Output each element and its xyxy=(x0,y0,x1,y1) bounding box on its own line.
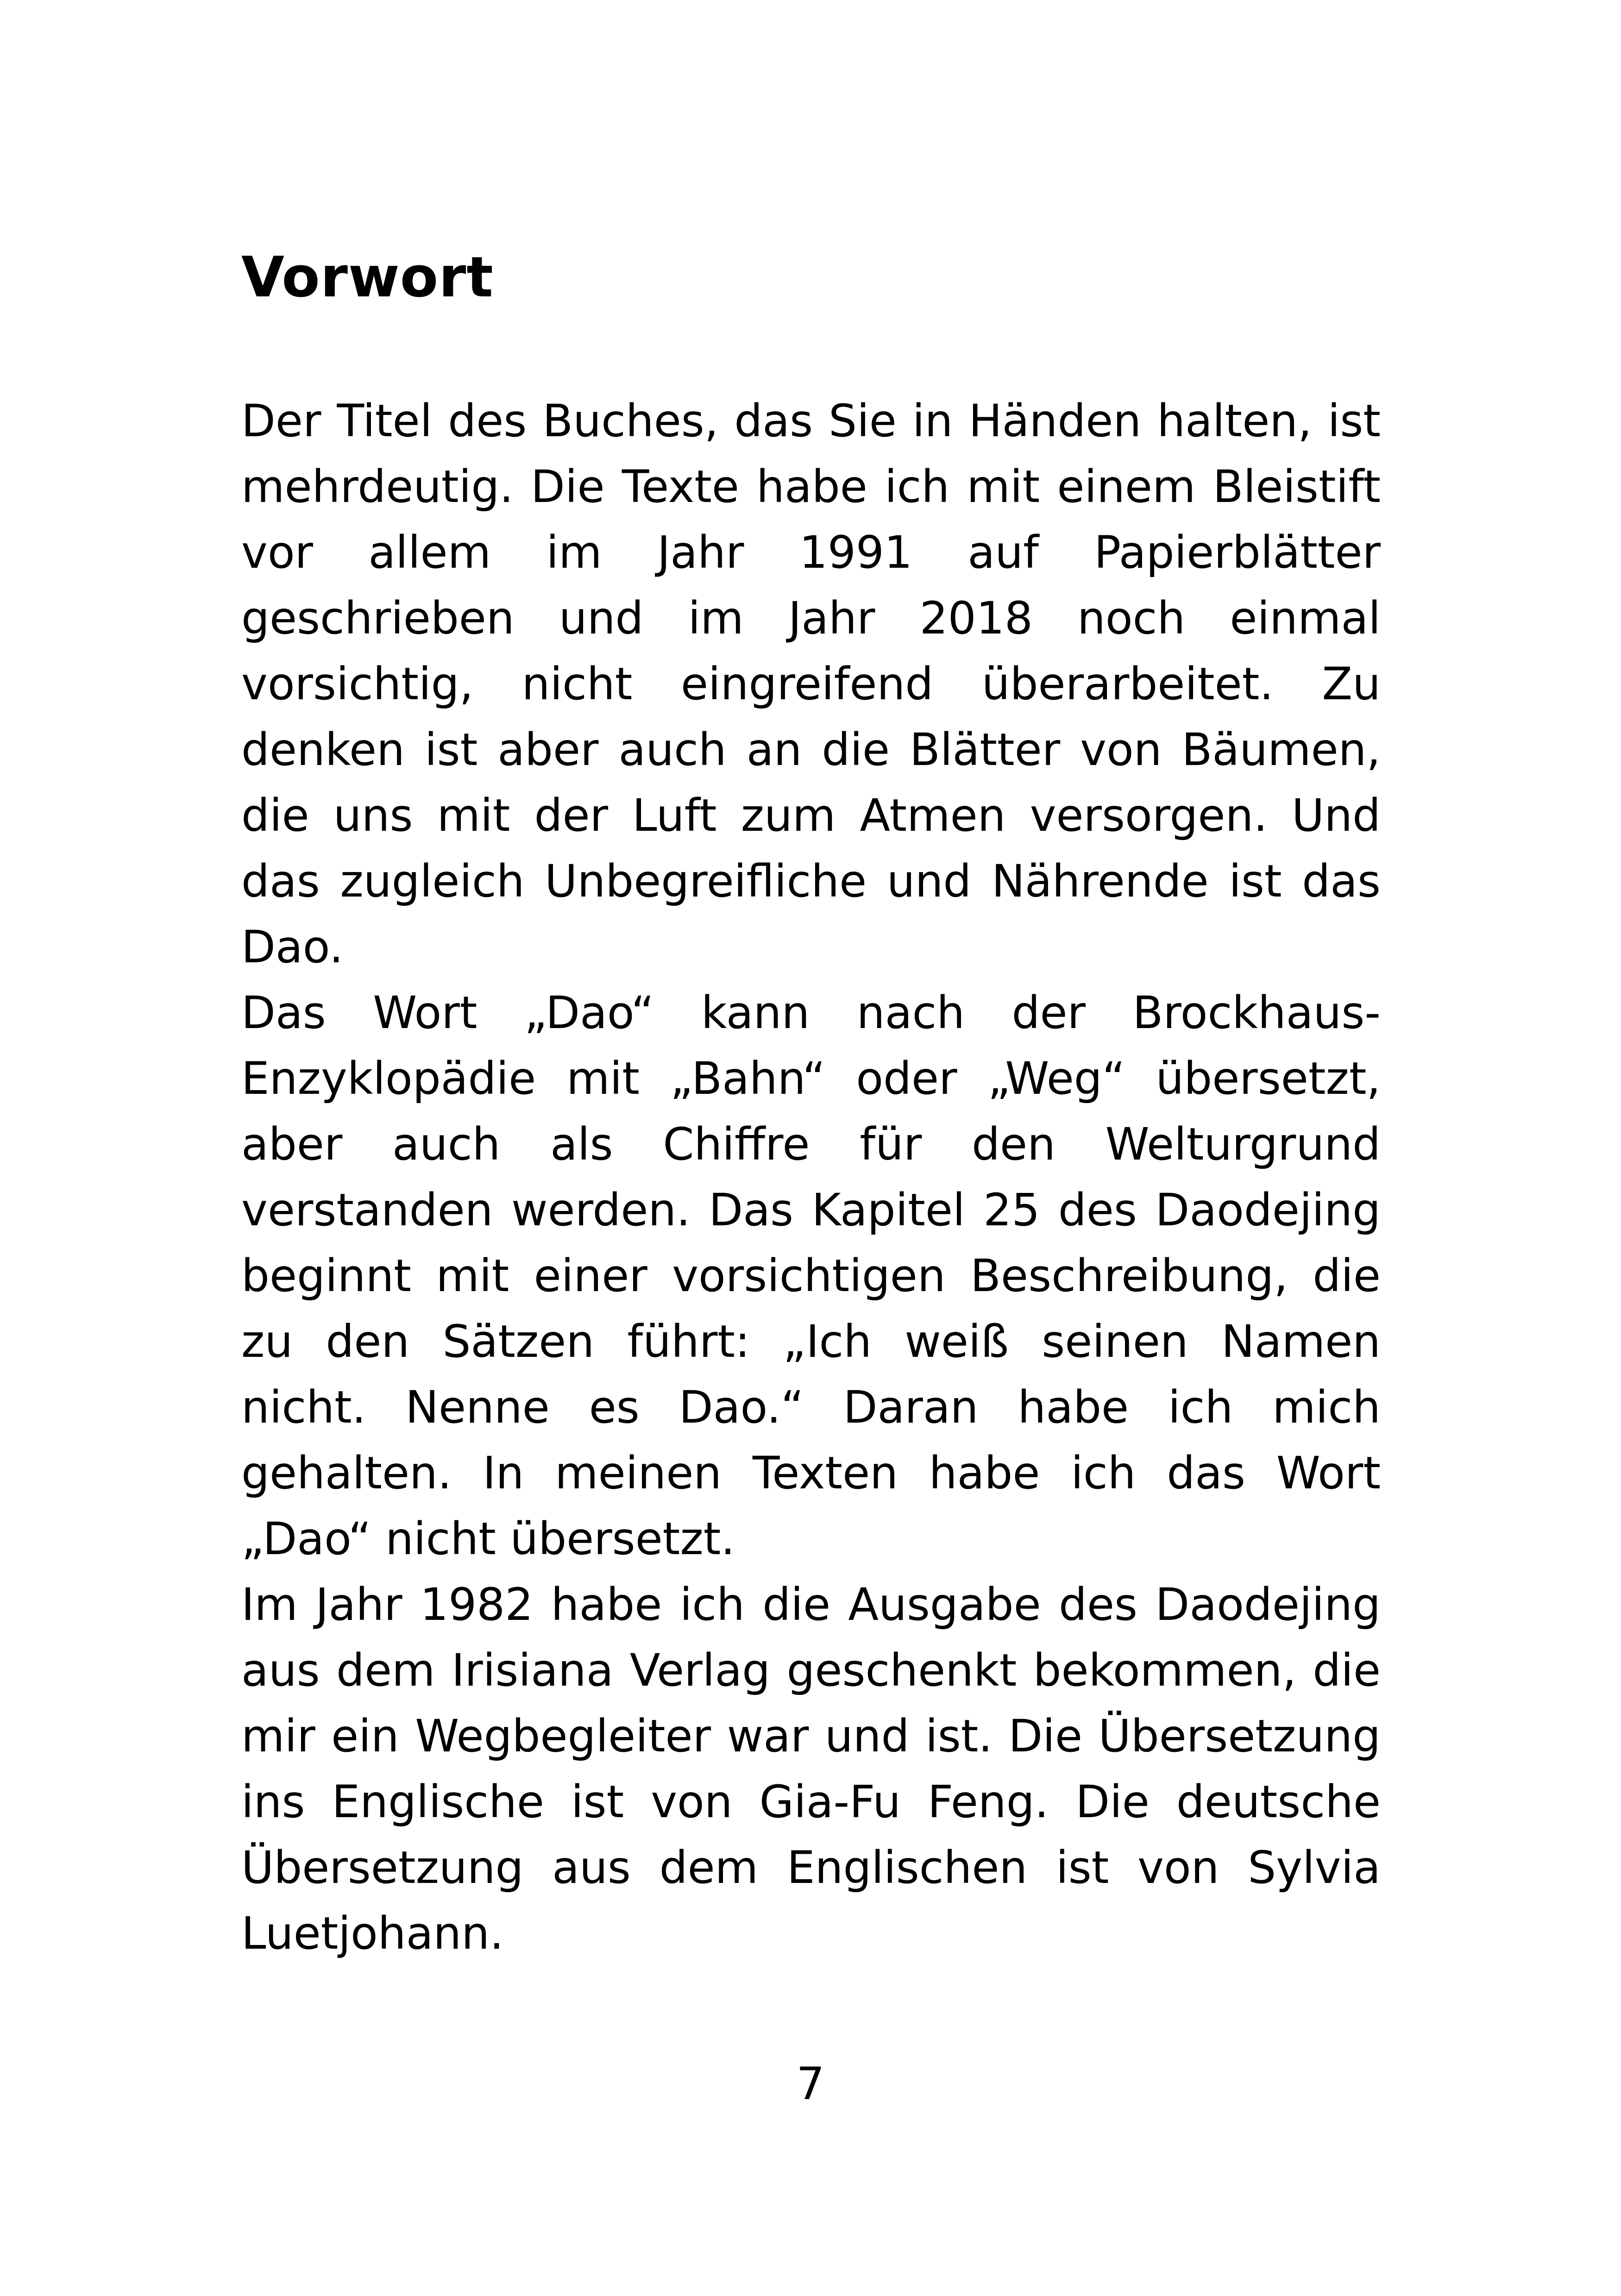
paragraph-1: Der Titel des Buches, das Sie in Händen halten, ist mehrdeutig. Die Texte habe ich mit einem Bleistift vor allem im Jahr 1991 auf Papierblätter geschrieben und im Jahr 2018 noch einmal vorsichtig, nicht eingreifend überarbeitet. Zu denken ist aber auch an die Blätter von Bäumen, die uns mit der Luft zum Atmen versorgen. Und das zugleich Unbegreifliche und Nährende ist das Dao. xyxy=(241,395,1381,973)
page-title: Vorwort xyxy=(241,245,494,310)
paragraph-2: Das Wort „Dao“ kann nach der Brockhaus-Enzyklopädie mit „Bahn“ oder „Weg“ übersetzt, aber auch als Chiffre für den Welturgrund verstanden werden. Das Kapitel 25 des Daodejing beginnt mit einer vorsichtigen Beschreibung, die zu den Sätzen führt: „Ich weiß seinen Namen nicht. Nenne es Dao.“ Daran habe ich mich gehalten. In meinen Texten habe ich das Wort „Dao“ nicht übersetzt. xyxy=(241,987,1381,1565)
page-number: 7 xyxy=(796,2058,825,2110)
paragraph-3: Im Jahr 1982 habe ich die Ausgabe des Daodejing aus dem Irisiana Verlag geschenkt bekommen, die mir ein Wegbegleiter war und ist. Die Übersetzung ins Englische ist von Gia-Fu Feng. Die deutsche Übersetzung aus dem Englischen ist von Sylvia Luetjohann. xyxy=(241,1579,1381,1959)
